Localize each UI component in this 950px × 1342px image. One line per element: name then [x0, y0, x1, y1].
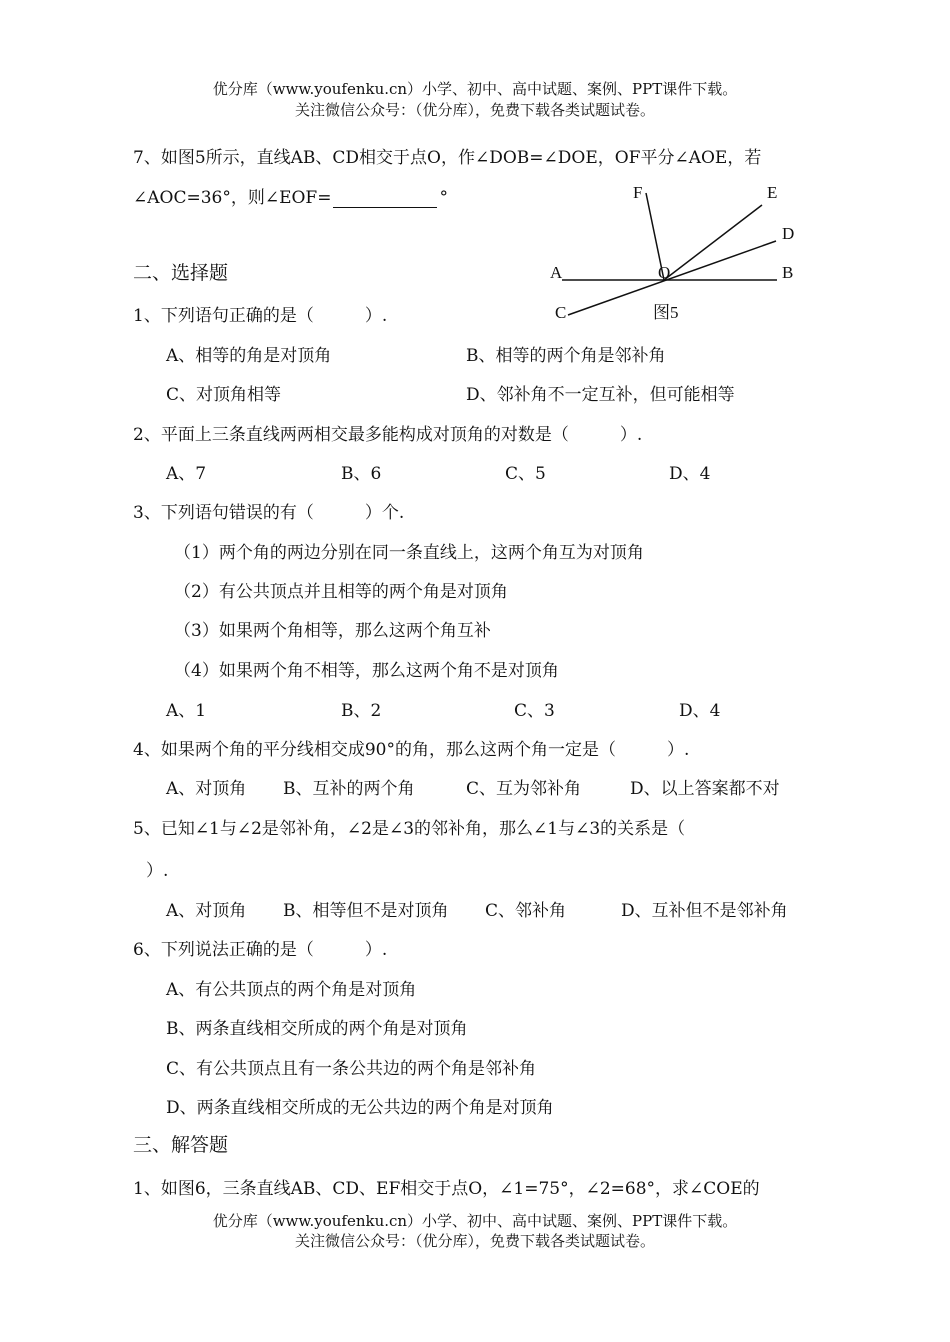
s2-q5-option-c: C、邻补角 [485, 901, 567, 921]
s2-q4-option-c: C、互为邻补角 [466, 779, 582, 799]
s2-q2-option-d: D、4 [669, 464, 711, 484]
s2-q6-option-a: A、有公共顶点的两个角是对顶角 [166, 980, 417, 1000]
s2-q2-option-b: B、6 [341, 464, 382, 484]
s2-q6-option-c: C、有公共顶点且有一条公共边的两个角是邻补角 [166, 1059, 537, 1079]
header-line-1: 优分库（www.youfenku.cn）小学、初中、高中试题、案例、PPT课件下载。 [212, 80, 738, 98]
label-b: B [782, 263, 794, 282]
footer-line-2: 关注微信公众号：（优分库），免费下载各类试题试卷。 [294, 1232, 655, 1250]
s2-q1-option-d: D、邻补角不一定互补，但可能相等 [466, 385, 735, 405]
s2-q6-stem: 6、下列说法正确的是（ ）. [133, 940, 388, 960]
figure-5 [540, 175, 810, 325]
s2-q6-option-d: D、两条直线相交所成的无公共边的两个角是对顶角 [166, 1098, 554, 1118]
s3-q1-stem: 1、如图6，三条直线AB、CD、EF相交于点O，∠1=75°，∠2=68°，求∠COE的 [133, 1179, 760, 1199]
s2-q2-stem: 2、平面上三条直线两两相交最多能构成对顶角的对数是（ ）. [133, 425, 643, 445]
q7-answer-blank [333, 189, 437, 208]
label-c: C [555, 303, 567, 322]
ray-oe [664, 205, 762, 280]
q7-suffix: ° [439, 188, 448, 208]
s2-q5-stem-line-1: 5、已知∠1与∠2是邻补角，∠2是∠3的邻补角，那么∠1与∠3的关系是（ [133, 819, 686, 839]
s2-q3-statement-1: （1）两个角的两边分别在同一条直线上，这两个角互为对顶角 [174, 543, 644, 563]
footer-line-1: 优分库（www.youfenku.cn）小学、初中、高中试题、案例、PPT课件下载。 [212, 1212, 738, 1230]
q7-prefix: ∠AOC=36°，则∠EOF= [133, 188, 332, 208]
label-a: A [550, 263, 563, 282]
s2-q6-option-b: B、两条直线相交所成的两个角是对顶角 [166, 1019, 468, 1039]
s2-q4-option-a: A、对顶角 [166, 779, 247, 799]
label-f: F [633, 183, 643, 202]
s2-q4-option-d: D、以上答案都不对 [630, 779, 780, 799]
section-3-title: 三、解答题 [133, 1134, 229, 1156]
s2-q4-option-b: B、互补的两个角 [283, 779, 415, 799]
s2-q3-option-a: A、1 [166, 701, 207, 721]
s2-q3-stem: 3、下列语句错误的有（ ）个. [133, 503, 405, 523]
label-d: D [782, 224, 795, 243]
s2-q1-option-b: B、相等的两个角是邻补角 [466, 346, 666, 366]
s2-q1-option-c: C、对顶角相等 [166, 385, 282, 405]
label-e: E [767, 183, 778, 202]
s2-q1-option-a: A、相等的角是对顶角 [166, 346, 332, 366]
s2-q2-option-a: A、7 [166, 464, 207, 484]
s2-q5-option-b: B、相等但不是对顶角 [283, 901, 449, 921]
s2-q5-stem-line-2: ）. [146, 861, 169, 881]
label-o: O [658, 263, 671, 282]
s2-q4-stem: 4、如果两个角的平分线相交成90°的角，那么这两个角一定是（ ）. [133, 740, 690, 760]
q7-line-1: 7、如图5所示，直线AB、CD相交于点O，作∠DOB=∠DOE，OF平分∠AOE，若 [133, 148, 762, 168]
s2-q3-statement-4: （4）如果两个角不相等，那么这两个角不是对顶角 [174, 661, 559, 681]
s2-q3-statement-3: （3）如果两个角相等，那么这两个角互补 [174, 621, 491, 641]
q7-line-2 [133, 183, 448, 208]
s2-q3-statement-2: （2）有公共顶点并且相等的两个角是对顶角 [174, 582, 508, 602]
s2-q2-option-c: C、5 [505, 464, 546, 484]
section-2-title: 二、选择题 [133, 262, 229, 284]
s2-q3-option-b: B、2 [341, 701, 382, 721]
s2-q5-option-a: A、对顶角 [166, 901, 247, 921]
s2-q3-option-c: C、3 [514, 701, 555, 721]
header-line-2: 关注微信公众号：（优分库），免费下载各类试题试卷。 [294, 101, 655, 119]
s2-q5-option-d: D、互补但不是邻补角 [621, 901, 788, 921]
figure-5-caption: 图5 [653, 303, 679, 322]
s2-q1-stem: 1、下列语句正确的是（ ）. [133, 306, 388, 326]
s2-q3-option-d: D、4 [679, 701, 721, 721]
